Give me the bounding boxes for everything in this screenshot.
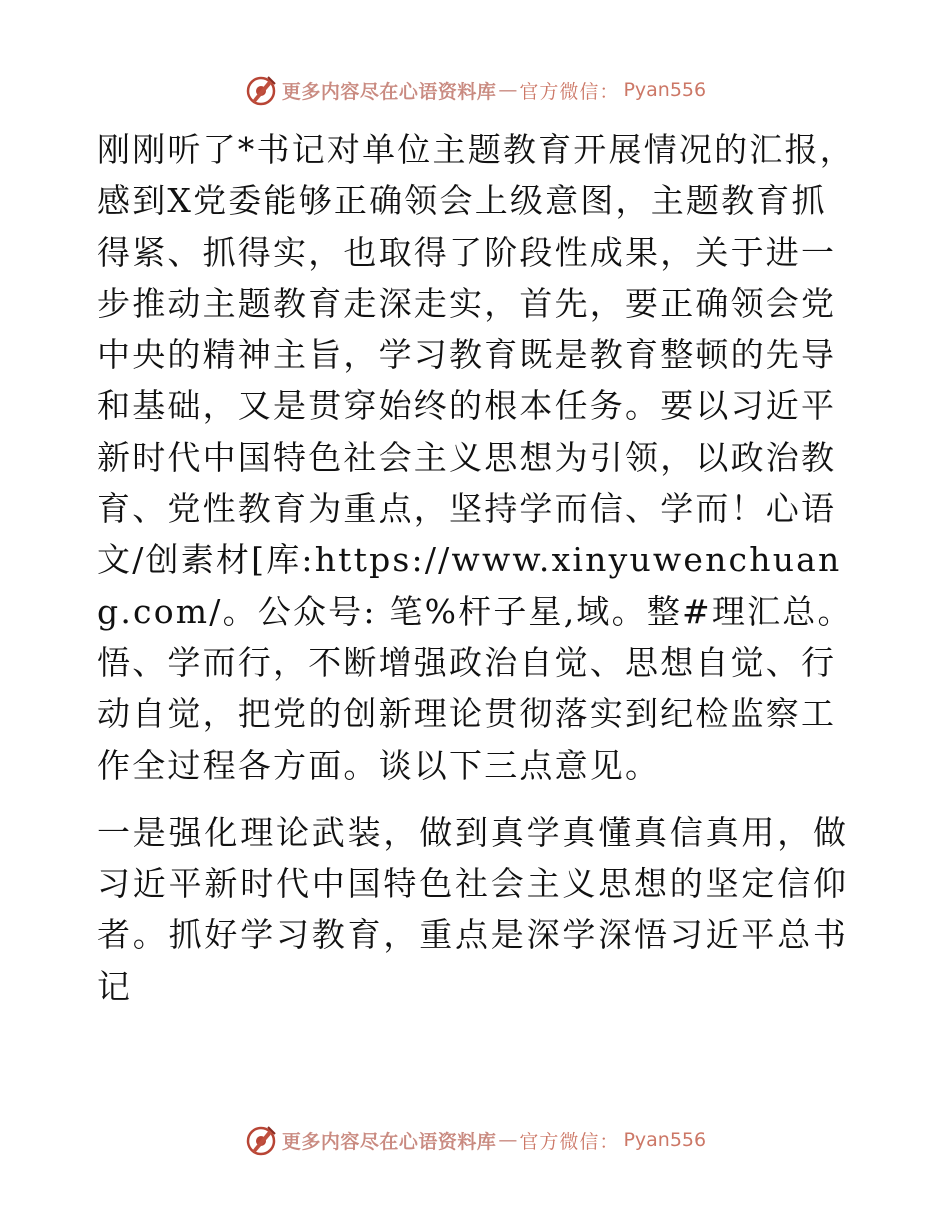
watermark-separator: — [498, 79, 518, 101]
quill-logo-icon [244, 1123, 278, 1157]
watermark-wechat-id: Pyan556 [623, 1129, 707, 1151]
document-body [97, 124, 857, 1012]
watermark-wechat-label: 官方微信： [519, 80, 620, 103]
watermark-separator: — [498, 1129, 518, 1151]
paragraph-point-one: 一是强化理论武装，做到真学真懂真信真用，做习近平新时代中国特色社会主义思想的坚定信仰者。抓好学习教育，重点是深学深悟习近平总书记 [97, 812, 849, 1006]
watermark-title: 更多内容尽在心语资料库 [281, 80, 497, 103]
paragraph-intro: 刚刚听了*书记对单位主题教育开展情况的汇报，感到X党委能够正确领会上级意图，主题教育抓得紧、抓得实，也取得了阶段性成果，关于进一步推动主题教育走深走实，首先，要正确领会党中央的精神主旨，学习教育既是教育整顿的先导和基础，又是贯穿始终的根本任务。要以习近平新时代中国特色社会主义思想为引领，以政治教育、党性教育为重点，坚持学而信、学而！心语文/创素材[库:https://www.xinyuwenchuang.com/。公众号: 笔%杆子星,域。整#理汇总。悟、学而行，不断增强政治自觉、思想自觉、行动自觉，把党的创新理论贯彻落实到纪检监察工作全过程各方面。谈以下三点意见。 [97, 130, 855, 785]
quill-logo-icon [244, 73, 278, 107]
watermark-wechat-id: Pyan556 [623, 79, 707, 101]
header-watermark [0, 70, 950, 110]
watermark-title: 更多内容尽在心语资料库 [281, 1130, 497, 1153]
watermark-wechat-label: 官方微信： [519, 1130, 620, 1153]
footer-watermark [0, 1120, 950, 1160]
